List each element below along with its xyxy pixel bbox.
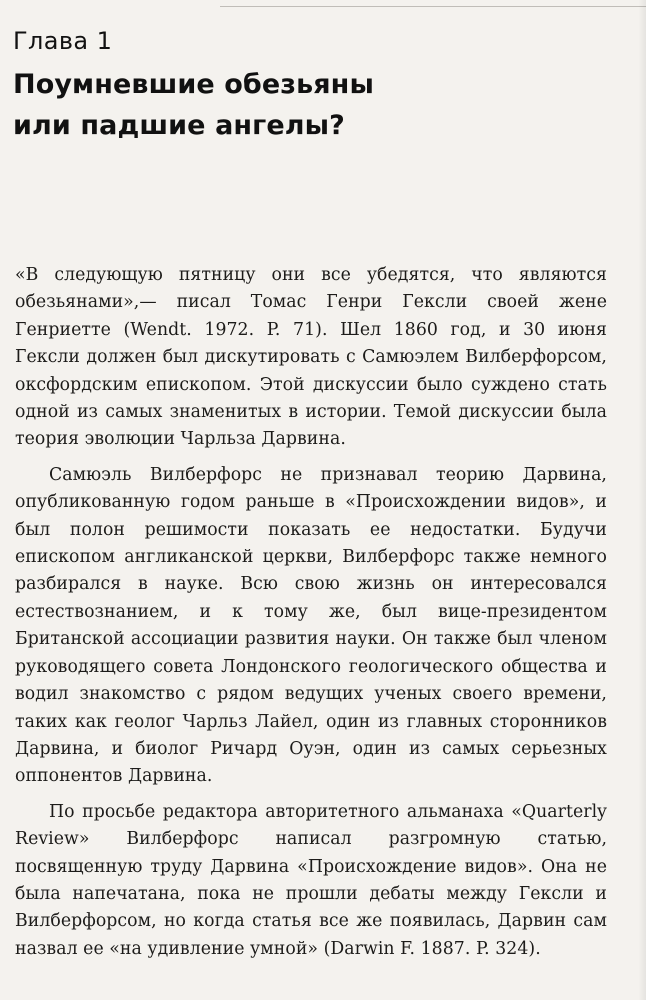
chapter-body [15, 262, 607, 971]
chapter-title [13, 64, 611, 146]
paragraph-2: Самюэль Вилберфорс не признавал теорию Дарвина, опубликованную годом раньше в «Происхождении видов», и был полон решимости показать ее недостатки. Будучи епископом англиканской церкви, Вилберфорс также немного разбирался в науке. Всю свою жизнь он интересовался естествознанием, и к тому же, был вице-президентом Британской ассоциации развития науки. Он также был членом руководящего совета Лондонского геологического общества и водил знакомство с рядом ведущих ученых своего времени, таких как геолог Чарльз Лайел, один из главных сторонников Дарвина, и биолог Ричард Оуэн, один из самых серьезных оппонентов Дарвина. [15, 464, 607, 787]
top-rule-line [220, 6, 646, 7]
chapter-label: Глава 1 [13, 27, 113, 55]
chapter-title-line-1: Поумневшие обезьяны [13, 69, 374, 100]
page-edge-shadow [638, 0, 646, 1000]
paragraph-3: По просьбе редактора авторитетного альманаха «Quarterly Review» Вилберфорс написал разгромную статью, посвященную труду Дарвина «Происхождение видов». Она не была напечатана, пока не прошли дебаты между Гексли и Вилберфорсом, но когда статья все же появилась, Дарвин сам назвал ее «на удивление умной» (Darwin F. 1887. P. 324). [15, 801, 607, 959]
chapter-header [13, 24, 611, 146]
chapter-title-line-2: или падшие ангелы? [13, 110, 345, 141]
paragraph-1: «В следующую пятницу они все убедятся, что являются обезьянами»,— писал Томас Генри Гексли своей жене Генриетте (Wendt. 1972. P. 71). Шел 1860 год, и 30 июня Гексли должен был дискутировать с Самюэлем Вилберфорсом, оксфордским епископом. Этой дискуссии было суждено стать одной из самых знаменитых в истории. Темой дискуссии была теория эволюции Чарльза Дарвина. [15, 265, 607, 450]
